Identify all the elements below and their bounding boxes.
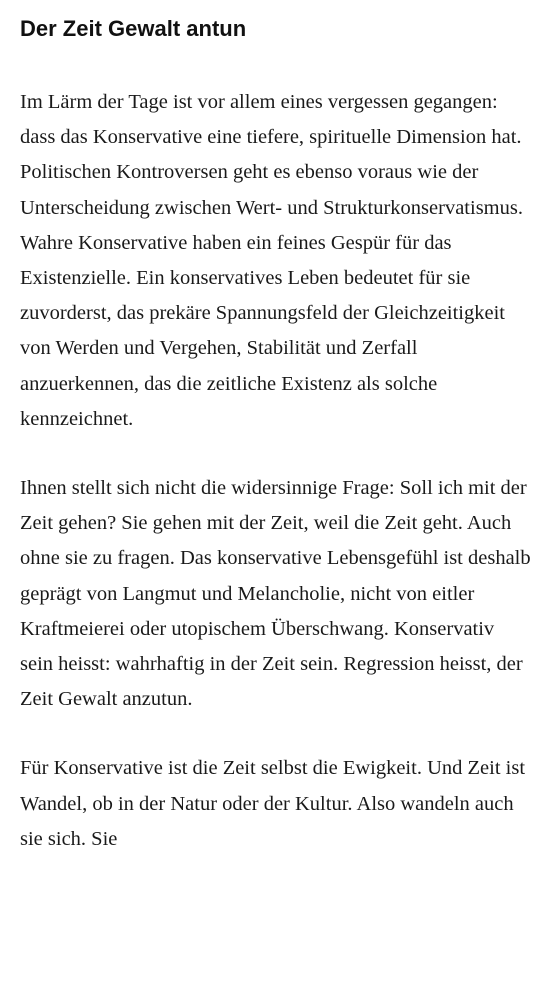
article-paragraph-3: Für Konservative ist die Zeit selbst die Ewigkeit. Und Zeit ist Wandel, ob in der Natur oder der Kultur. Also wandeln auch sie sich. Sie [20,757,526,850]
article-body [20,0,532,857]
article-paragraph-2: Ihnen stellt sich nicht die widersinnige Frage: Soll ich mit der Zeit gehen? Sie gehen mit der Zeit, weil die Zeit geht. Auch ohne sie zu fragen. Das konservative Lebensgefühl ist deshalb geprägt von Langmut und Melancholie, nicht von eitler Kraftmeierei oder utopischem Überschwang. Konservativ sein heisst: wahrhaftig in der Zeit sein. Regression heisst, der Zeit Gewalt anzutun. [20,477,531,711]
section-heading: Der Zeit Gewalt antun [20,16,247,41]
article-paragraph-1: Im Lärm der Tage ist vor allem eines vergessen gegangen: dass das Konservative eine tiefere, spirituelle Dimension hat. Politischen Kontroversen geht es ebenso voraus wie der Unterscheidung zwischen Wert- und Strukturkonservatismus. Wahre Konservative haben ein feines Gespür für das Existenzielle. Ein konservatives Leben bedeutet für sie zuvorderst, das prekäre Spannungsfeld der Gleichzeitigkeit von Werden und Vergehen, Stabilität und Zerfall anzuerkennen, das die zeitliche Existenz als solche kennzeichnet. [20,91,523,430]
